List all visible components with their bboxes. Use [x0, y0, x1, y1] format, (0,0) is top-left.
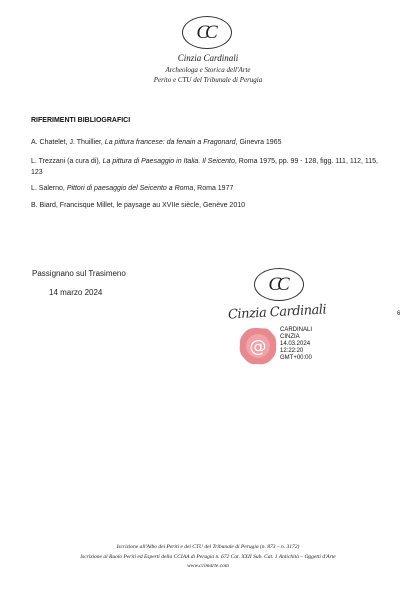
signature-line: 14.03.2024 — [280, 341, 311, 347]
signing-date: 14 marzo 2024 — [49, 288, 103, 297]
footer-website: www.ccimarte.com — [187, 563, 229, 569]
header-logo: CC — [182, 16, 232, 49]
reference-authors: L. Trezzani (a cura di), — [31, 158, 103, 165]
header-subtitle-1: Archeologa e Storica dell'Arte — [165, 66, 251, 74]
signature-line: CINZIA — [280, 334, 300, 340]
footer-line-1: Iscrizione all'Albo dei Periti e dei CTU del Tribunale di Perugia (n. 873 – n. 3172) — [116, 544, 300, 550]
reference-item — [31, 183, 386, 194]
reference-item — [31, 137, 386, 148]
reference-item — [31, 200, 386, 211]
reference-rest: , Roma 1975, pp. 99 - 128, figg. 111, 112, 115, 123 — [31, 158, 378, 176]
reference-authors: A. Chatelet, J. Thuillier, — [31, 139, 105, 146]
handwritten-signature: Cinzia Cardinali — [227, 302, 327, 323]
reference-title: Pittori di paesaggio del Seicento a Roma — [66, 185, 194, 192]
reference-title: La pittura di Paesaggio in Italia. Il Seicento — [102, 158, 235, 165]
reference-authors: B. Biard, Francisque Millet, le paysage au XVIIe siècle, Genève 2010 — [31, 202, 246, 209]
footer-line-2: Iscrizione al Ruolo Periti ed Esperti della CCIAA di Perugia n. 672 Cat. XXII Sub. Cat. 1 Antichità – Oggetti d'Arte — [80, 554, 336, 560]
signing-place: Passignano sul Trasimeno — [32, 269, 126, 278]
header-name: Cinzia Cardinali — [177, 53, 239, 63]
signature-line: CARDINALI — [280, 327, 313, 333]
reference-rest: , Roma 1977 — [193, 185, 234, 192]
section-title: RIFERIMENTI BIBLIOGRAFICI — [31, 117, 131, 124]
reference-authors: L. Salerno, — [31, 185, 67, 192]
page-number: 6 — [397, 311, 401, 317]
reference-title: La pittura francese: da fenain a Fragonard — [104, 139, 236, 146]
header-subtitle-2: Perito e CTU del Tribunale di Perugia — [153, 76, 263, 84]
signature-line: GMT+00:00 — [280, 355, 312, 361]
signature-line: 12:22:20 — [280, 348, 304, 354]
reference-item — [31, 156, 386, 178]
wax-seal-icon — [238, 326, 278, 366]
reference-rest: , Ginevra 1965 — [235, 139, 282, 146]
svg-text:@: @ — [249, 337, 267, 357]
signature-logo: CC — [254, 268, 304, 301]
digital-signature-block — [280, 327, 312, 362]
